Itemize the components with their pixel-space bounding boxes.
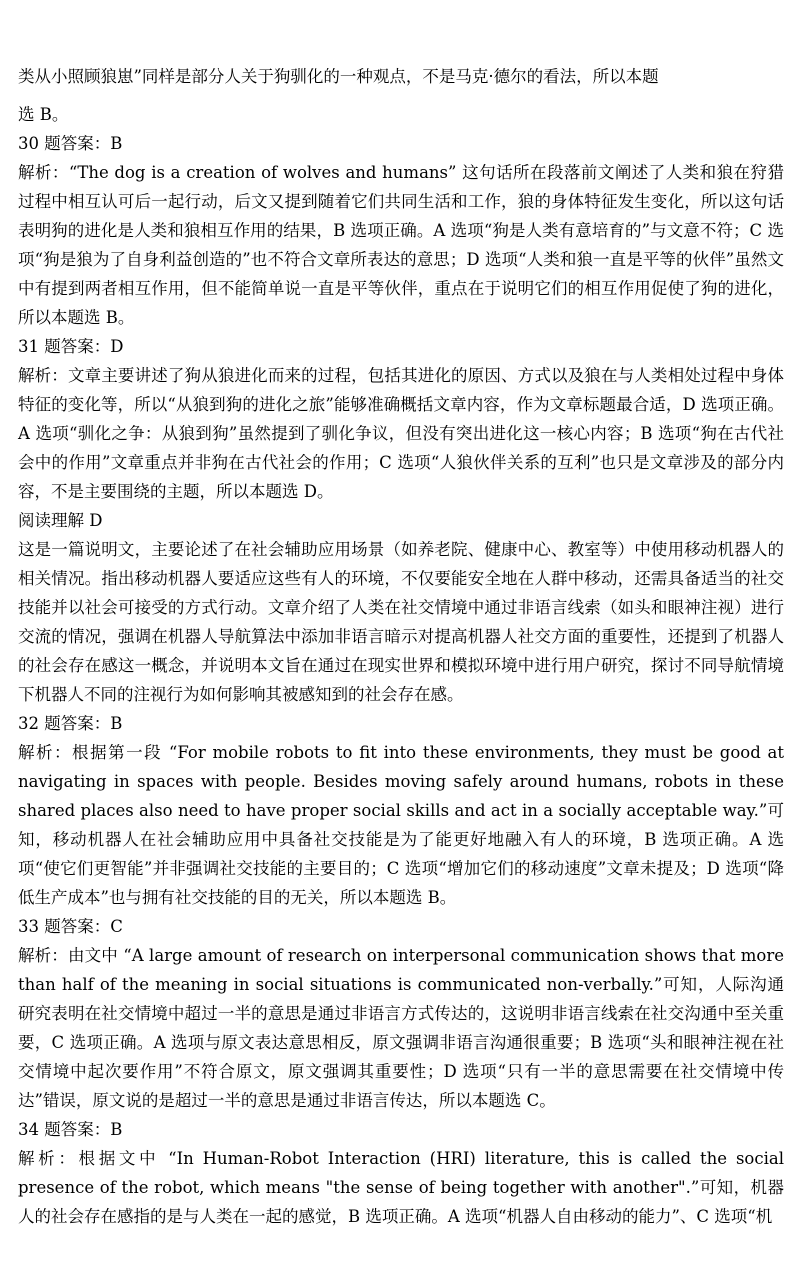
analysis-34: 解析：根据文中 “In Human-Robot Interaction (HRI) literature, this is called the social presence of the robot, which means "the sense of being together with another".”可知，机器人的社会存在感指的是与人类在一起的感觉，B 选项正确。A 选项“机器人自由移动的能力”、C 选项“机 bbox=[18, 1149, 784, 1226]
document-page bbox=[18, 62, 784, 1231]
answer-34: 34 题答案：B bbox=[18, 1120, 123, 1139]
analysis-33: 解析：由文中 “A large amount of research on interpersonal communication shows that more than half of the meaning in social situations is communicated non-verbally.”可知，人际沟通研究表明在社交情境中超过一半的意思是通过非语言方式传达的，这说明非语言线索在社交沟通中至关重要，C 选项正确。A 选项与原文表达意思相反，原文强调非语言沟通很重要；B 选项“头和眼神注视在社交情境中起次要作用”不符合原文，原文强调其重要性；D 选项“只有一半的意思需要在社交情境中传达”错误，原文说的是超过一半的意思是通过非语言传达，所以本题选 C。 bbox=[18, 946, 784, 1110]
answer-32: 32 题答案：B bbox=[18, 714, 123, 733]
answer-30: 30 题答案：B bbox=[18, 134, 123, 153]
analysis-30: 解析：“The dog is a creation of wolves and humans” 这句话所在段落前文阐述了人类和狼在狩猎过程中相互认可后一起行动，后文又提到随着它们共同生活和工作，狼的身体特征发生变化，所以这句话表明狗的进化是人类和狼相互作用的结果，B 选项正确。A 选项“狗是人类有意培育的”与文意不符；C 选项“狗是狼为了自身利益创造的”也不符合文章所表达的意思；D 选项“人类和狼一直是平等的伙伴”虽然文中有提到两者相互作用，但不能简单说一直是平等伙伴，重点在于说明它们的相互作用促使了狗的进化，所以本题选 B。 bbox=[18, 163, 784, 327]
analysis-31: 解析：文章主要讲述了狗从狼进化而来的过程，包括其进化的原因、方式以及狼在与人类相处过程中身体特征的变化等，所以“从狼到狗的进化之旅”能够准确概括文章内容，作为文章标题最合适，D 选项正确。A 选项“驯化之争：从狼到狗”虽然提到了驯化争议，但没有突出进化这一核心内容；B 选项“狗在古代社会中的作用”文章重点并非狗在古代社会的作用；C 选项“人狼伙伴关系的互利”也只是文章涉及的部分内容，不是主要围绕的主题，所以本题选 D。 bbox=[18, 366, 784, 501]
reading-summary: 这是一篇说明文，主要论述了在社会辅助应用场景（如养老院、健康中心、教室等）中使用移动机器人的相关情况。指出移动机器人要适应这些有人的环境，不仅要能安全地在人群中移动，还需具备适当的社交技能并以社会可接受的方式行动。文章介绍了人类在社交情境中通过非语言线索（如头和眼神注视）进行交流的情况，强调在机器人导航算法中添加非语言暗示对提高机器人社交方面的重要性，还提到了机器人的社会存在感这一概念，并说明本文旨在通过在现实世界和模拟环境中进行用户研究，探讨不同导航情境下机器人不同的注视行为如何影响其被感知到的社会存在感。 bbox=[18, 540, 784, 704]
continuation-line-2: 选 B。 bbox=[18, 105, 69, 124]
reading-title: 阅读理解 D bbox=[18, 511, 103, 530]
analysis-32: 解析：根据第一段 “For mobile robots to fit into these environments, they must be good at navigating in spaces with people. Besides moving safely around humans, robots in these shared places also need to have proper social skills and act in a socially acceptable way.”可知，移动机器人在社会辅助应用中具备社交技能是为了能更好地融入有人的环境，B 选项正确。A 选项“使它们更智能”并非强调社交技能的主要目的；C 选项“增加它们的移动速度”文章未提及；D 选项“降低生产成本”也与拥有社交技能的目的无关，所以本题选 B。 bbox=[18, 743, 784, 907]
answer-31: 31 题答案：D bbox=[18, 337, 124, 356]
answer-33: 33 题答案：C bbox=[18, 917, 123, 936]
continuation-line-1: 类从小照顾狼崽”同样是部分人关于狗驯化的一种观点，不是马克·德尔的看法，所以本题 bbox=[18, 67, 659, 86]
